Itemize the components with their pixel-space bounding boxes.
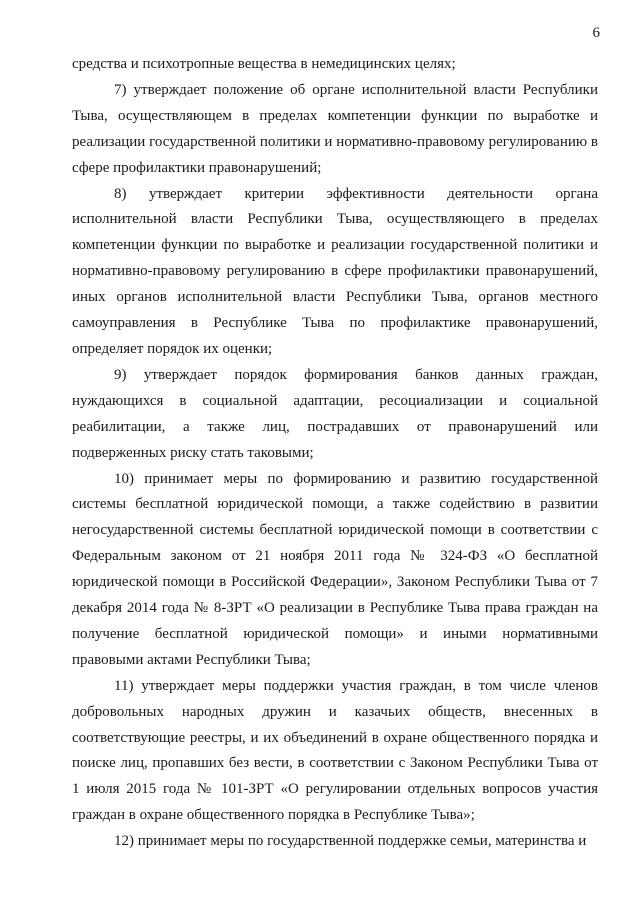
- paragraph-item-12: 12) принимает меры по государственной поддержке семьи, материнства и: [114, 833, 587, 850]
- paragraph-item-8: 8) утверждает критерии эффективности деятельности органа исполнительной власти Республики Тыва, осуществляющего в пределах компетенции функции по выработке и реализации государственной политики и нормативно-правовому регулированию в сфере профилактики правонарушений, иных органов исполнительной власти Республики Тыва, органов местного самоуправления в Республике Тыва по профилактике правонарушений, определяет порядок их оценки;: [72, 185, 598, 357]
- paragraph-item-7: 7) утверждает положение об органе исполнительной власти Республики Тыва, осуществляющем в пределах компетенции функции по выработке и реализации государственной политики и нормативно-правовому регулированию в сфере профилактики правонарушений;: [72, 81, 598, 176]
- paragraph-continuation: средства и психотропные вещества в немедицинских целях;: [72, 56, 456, 72]
- paragraph-item-10: 10) принимает меры по формированию и развитию государственной системы бесплатной юридической помощи, а также содействию в развитии негосударственной системы бесплатной юридической помощи в соответствии с Федеральным законом от 21 ноября 2011 года № 324-ФЗ «О бесплатной юридической помощи в Российской Федерации», Законом Республики Тыва от 7 декабря 2014 года № 8-ЗРТ «О реализации в Республике Тыва права граждан на получение бесплатной юридической помощи» и иными нормативными правовыми актами Республики Тыва;: [72, 470, 598, 668]
- page-number: 6: [592, 25, 600, 41]
- paragraph-item-9: 9) утверждает порядок формирования банков данных граждан, нуждающихся в социальной адаптации, ресоциализации и социальной реабилитации, а также лиц, пострадавших от правонарушений или подверженных риску стать таковыми;: [72, 366, 598, 461]
- document-body: [72, 52, 598, 855]
- paragraph-item-11: 11) утверждает меры поддержки участия граждан, в том числе членов добровольных народных дружин и казачьих обществ, внесенных в соответствующие реестры, и их объединений в охране общественного порядка и поиске лиц, пропавших без вести, в соответствии с Законом Республики Тыва от 1 июля 2015 года № 101-ЗРТ «О регулировании отдельных вопросов участия граждан в охране общественного порядка в Республике Тыва»;: [72, 677, 598, 824]
